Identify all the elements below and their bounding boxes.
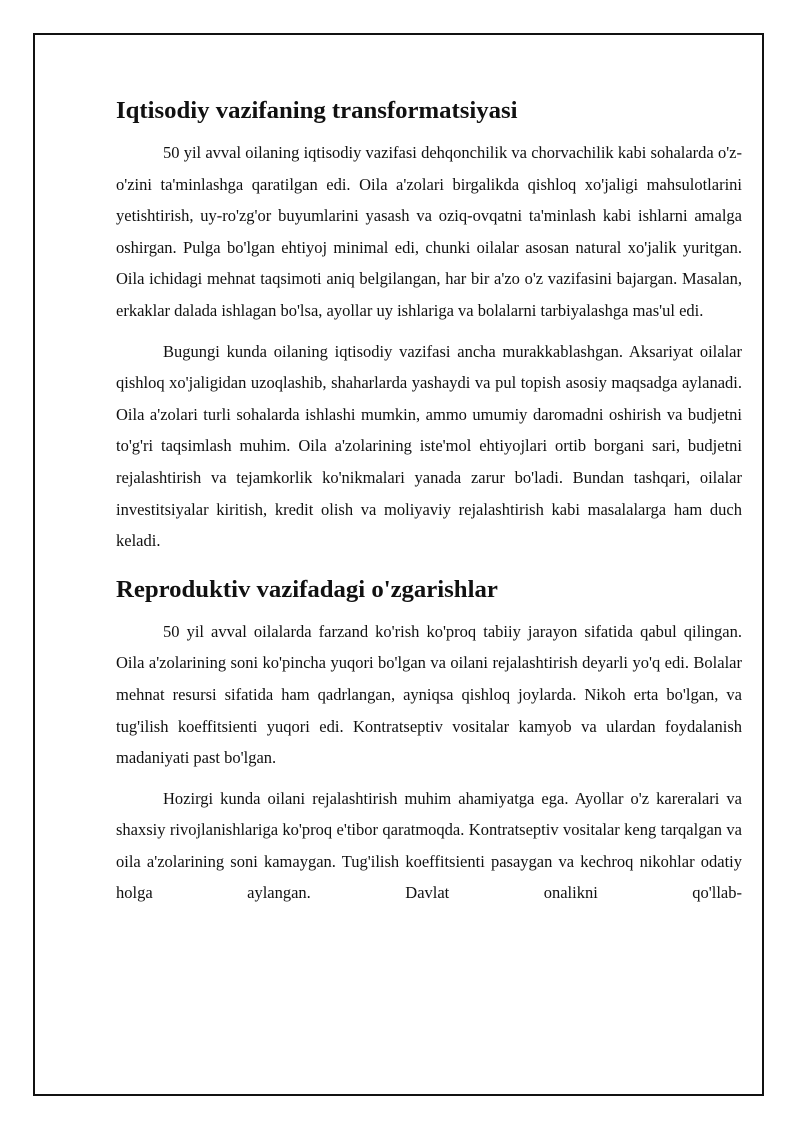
section-heading-reproductive: Reproduktiv vazifadagi o'zgarishlar — [116, 575, 498, 603]
section-heading-economic: Iqtisodiy vazifaning transformatsiyasi — [116, 97, 518, 124]
paragraph-reproductive-past: 50 yil avval oilalarda farzand ko'rish ko'proq tabiiy jarayon sifatida qabul qilingan. Oila a'zolarining soni ko'pincha yuqori bo'lgan va oilani rejalashtirish deyarli yo'q edi. Bolalar mehnat resursi sifatida ham qadrlangan, ayniqsa qishloq joylarda. Nikoh erta bo'lgan, va tug'ilish koeffitsienti yuqori edi. Kontratseptiv vositalar kamyob va ulardan foydalanish madaniyati past bo'lgan. — [116, 621, 742, 768]
document-body — [116, 96, 742, 918]
paragraph-reproductive-present: Hozirgi kunda oilani rejalashtirish muhim ahamiyatga ega. Ayollar o'z kareralari va shaxsiy rivojlanishlariga ko'proq e'tibor qaratmoqda. Kontratseptiv vositalar keng tarqalgan va oila a'zolarining soni kamaygan. Tug'ilish koeffitsienti pasaygan va kechroq nikohlar odatiy holga aylangan. Davlat onalikni qo'llab- — [116, 788, 742, 903]
paragraph-economic-present: Bugungi kunda oilaning iqtisodiy vazifasi ancha murakkablashgan. Aksariyat oilalar qishloq xo'jaligidan uzoqlashib, shaharlarda yashaydi va pul topish asosiy maqsadga aylanadi. Oila a'zolari turli sohalarda ishlashi mumkin, ammo umumiy daromadni oshirish va budjetni to'g'ri taqsimlash muhim. Oila a'zolarining iste'mol ehtiyojlari ortib borgani sari, budjetni rejalashtirish va tejamkorlik ko'nikmalari yanada zarur bo'ladi. Bundan tashqari, oilalar investitsiyalar kiritish, kredit olish va moliyaviy rejalashtirish kabi masalalarga ham duch keladi. — [116, 341, 742, 551]
paragraph-economic-past: 50 yil avval oilaning iqtisodiy vazifasi dehqonchilik va chorvachilik kabi sohalarda o'z-o'zini ta'minlashga qaratilgan edi. Oila a'zolari birgalikda qishloq xo'jaligi mahsulotlarini yetishtirish, uy-ro'zg'or buyumlarini yasash va oziq-ovqatni ta'minlash kabi ishlarni amalga oshirgan. Pulga bo'lgan ehtiyoj minimal edi, chunki oilalar asosan natural xo'jalik yuritgan. Oila ichidagi mehnat taqsimoti aniq belgilangan, har bir a'zo o'z vazifasini bajargan. Masalan, erkaklar dalada ishlagan bo'lsa, ayollar uy ishlariga va bolalarni tarbiyalashga mas'ul edi. — [116, 143, 742, 320]
